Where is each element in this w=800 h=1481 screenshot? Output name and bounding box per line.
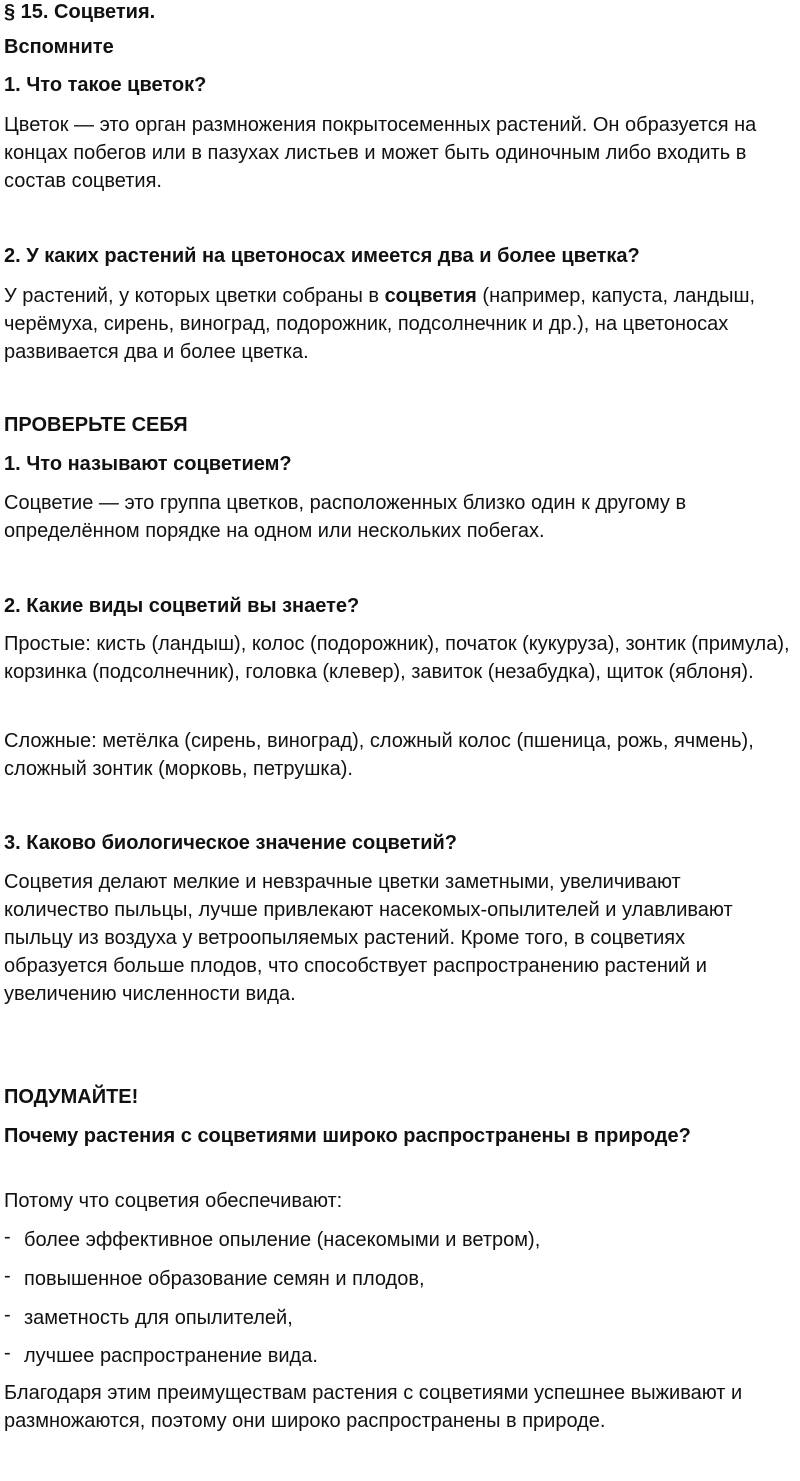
list-dash: - [4,1226,11,1248]
list-item-text: более эффективное опыление (насекомыми и ветром), [24,1229,541,1251]
remember-q1-question: 1. Что такое цветок? [4,74,207,96]
remember-q2-question: 2. У каких растений на цветоносах имеется два и более цветка? [4,245,640,267]
page-title: § 15. Соцветия. [4,1,156,23]
remember-q2-answer-bold: соцветия [384,285,477,307]
list-item [4,1226,540,1254]
list-dash: - [4,1342,11,1364]
check-q3-answer: Соцветия делают мелкие и невзрачные цветки заметными, увеличивают количество пыльцы, лучше привлекают насекомых-опылителей и улавливают пыльцу из воздуха у ветроопыляемых растений. Кроме того, в соцветиях образуется больше плодов, что способствует распространению растений и увеличению численности вида. [4,871,733,1005]
check-heading: ПРОВЕРЬТЕ СЕБЯ [4,414,188,436]
list-item-text: повышенное образование семян и плодов, [24,1268,425,1290]
list-item-text: заметность для опылителей, [24,1307,293,1329]
check-q2-answer-complex: Сложные: метёлка (сирень, виноград), сложный колос (пшеница, рожь, ячмень), сложный зонтик (морковь, петрушка). [4,730,754,780]
list-item-text: лучшее распространение вида. [24,1345,318,1367]
remember-q2-answer-end: (например, капуста, ландыш, черёмуха, сирень, виноград, подорожник, подсолнечник и др.), на цветоносах развивается два и более цветка. [4,285,756,363]
check-q1-answer: Соцветие — это группа цветков, расположенных близко один к другому в определённом порядке на одном или нескольких побегах. [4,492,687,542]
remember-q2-answer [4,282,794,366]
list-item [4,1304,293,1332]
check-q3-question: 3. Каково биологическое значение соцветий? [4,832,458,854]
check-q1-question: 1. Что называют соцветием? [4,453,292,475]
check-q2-question: 2. Какие виды соцветий вы знаете? [4,595,360,617]
list-dash: - [4,1265,11,1287]
think-conclusion: Благодаря этим преимуществам растения с соцветиями успешнее выживают и размножаются, поэтому они широко распространены в природе. [4,1382,743,1432]
think-question: Почему растения с соцветиями широко распространены в природе? [4,1125,691,1147]
think-heading: ПОДУМАЙТЕ! [4,1086,139,1108]
list-dash: - [4,1304,11,1326]
remember-q1-answer: Цветок — это орган размножения покрытосеменных растений. Он образуется на концах побегов или в пазухах листьев и может быть одиночным либо входить в состав соцветия. [4,114,757,192]
think-intro: Потому что соцветия обеспечивают: [4,1190,343,1212]
check-q2-answer-simple: Простые: кисть (ландыш), колос (подорожник), початок (кукуруза), зонтик (примула), корзинка (подсолнечник), головка (клевер), завиток (незабудка), щиток (яблоня). [4,633,790,683]
list-item [4,1265,425,1293]
remember-q2-answer-start: У растений, у которых цветки собраны в [4,285,385,307]
remember-heading: Вспомните [4,36,114,58]
list-item [4,1342,318,1370]
